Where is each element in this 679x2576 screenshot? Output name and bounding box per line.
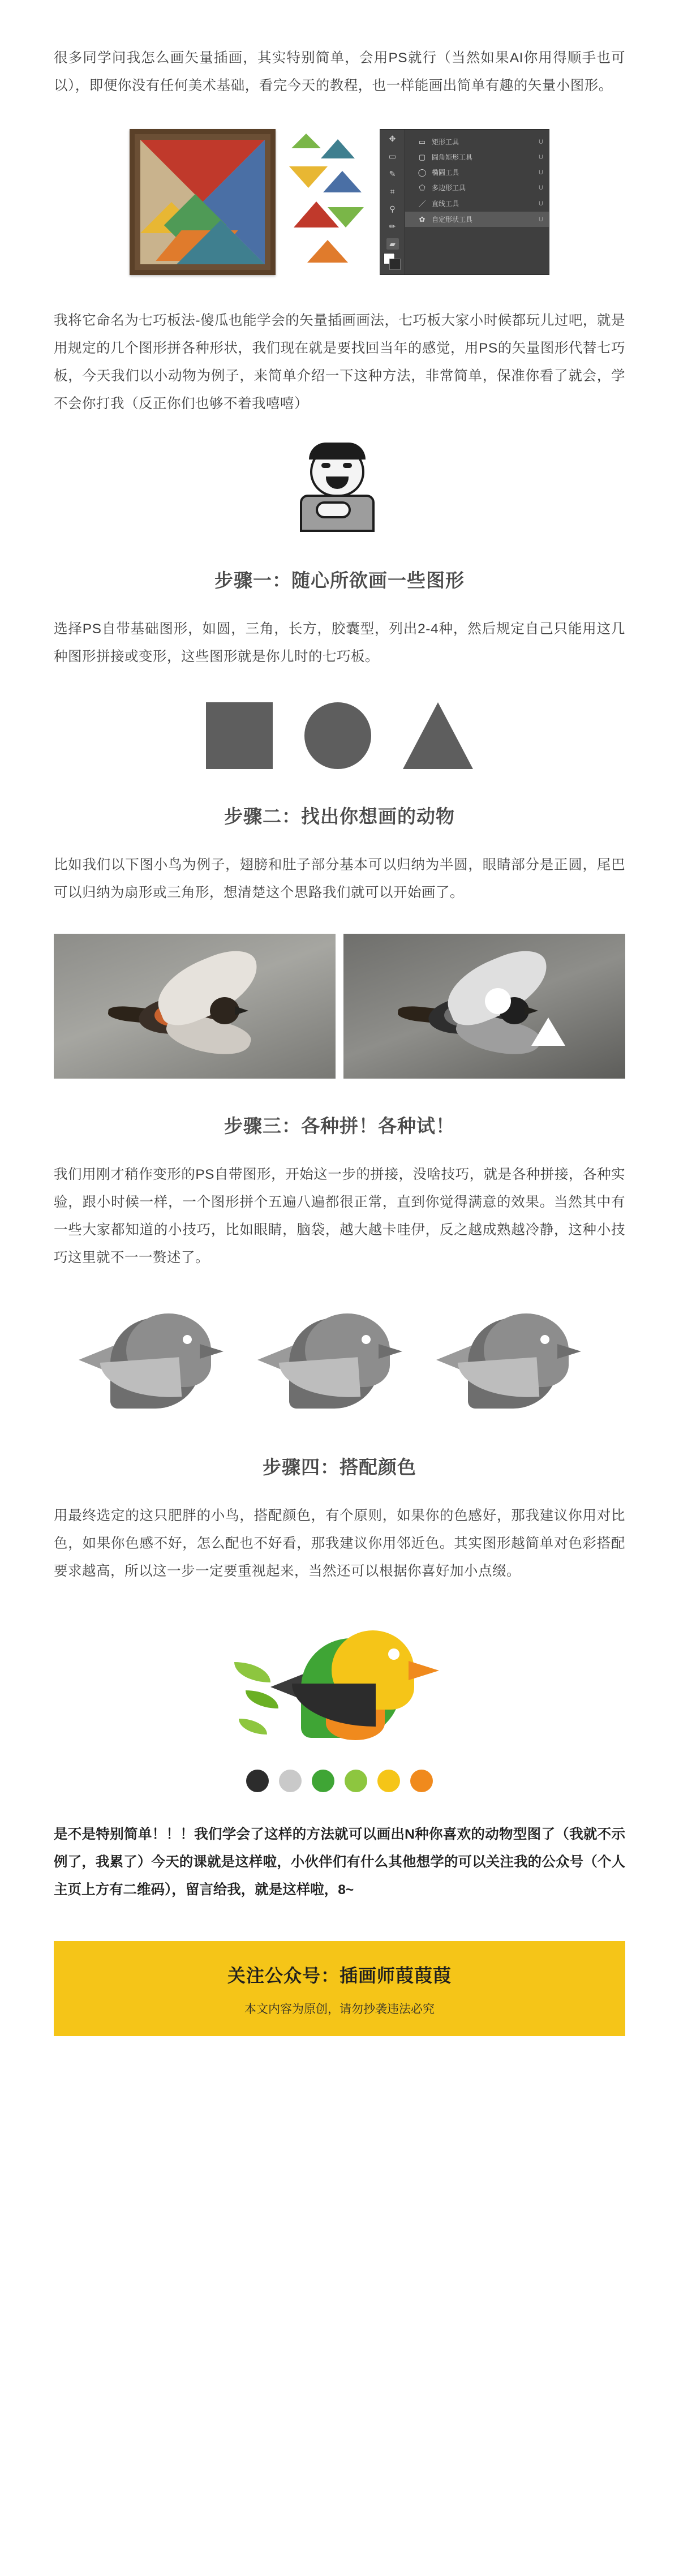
meme-hair <box>309 443 366 460</box>
menu-item-shortcut: U <box>539 200 543 207</box>
vector-triangle-yellow <box>289 166 328 188</box>
rounded-rectangle-icon: ▢ <box>418 152 426 161</box>
menu-item-label: 矩形工具 <box>432 138 459 146</box>
flat-bird-variant-3 <box>436 1301 600 1420</box>
flat-bird-eye <box>183 1335 192 1344</box>
vector-triangle-teal <box>321 139 355 158</box>
menu-item-shortcut: U <box>539 153 543 161</box>
photoshop-shape-tool-panel <box>380 129 549 275</box>
step-4-paragraph: 用最终选定的这只肥胖的小鸟，搭配颜色，有个原则，如果你的色感好，那我建议你用对比色，如果你色感不好，怎么配也不好看，那我建议你用邻近色。其实图形越简单对色彩搭配要求越高，所以这一步一定要重视起来，当然还可以根据你喜好加小点缀。 <box>54 1508 625 1579</box>
step-4-heading: 步骤四：搭配颜色 <box>263 1457 416 1478</box>
vector-triangle-orange <box>307 240 348 263</box>
method-paragraph: 我将它命名为七巧板法-傻瓜也能学会的矢量插画画法，七巧板大家小时候都玩儿过吧，就是用规定的几个图形拼各种形状，我们现在就是要找回当年的感觉，用PS的矢量图形代替七巧板，今天我们以小动物为例子，来简单介绍一下这种方法，非常简单，保准你看了就会，学不会你打我（反正你们也够不着我嘻嘻） <box>54 313 625 411</box>
step-1-heading: 步骤一：随心所欲画一些图形 <box>214 570 465 591</box>
palette-swatch-2 <box>279 1770 302 1792</box>
annotation-triangle-overlay <box>531 1017 565 1046</box>
colored-bird-illustration <box>54 1613 625 1755</box>
vector-triangle-lime <box>328 207 364 227</box>
flat-bird-beak <box>200 1344 224 1359</box>
annotation-circle-overlay <box>485 988 511 1014</box>
tangram-piece-teal-triangle <box>177 220 265 264</box>
eyedropper-tool-icon[interactable]: ⚲ <box>389 204 396 213</box>
polygon-icon: ⬠ <box>419 183 426 192</box>
crop-tool-icon[interactable]: ⌗ <box>390 187 395 196</box>
meme-eye-right <box>343 463 352 468</box>
step-3-heading: 步骤三：各种拼！各种试！ <box>224 1115 455 1136</box>
shape-tool-flyout-menu <box>405 130 549 274</box>
bird-photo-color <box>54 934 336 1079</box>
shape-triangle <box>403 702 473 769</box>
flat-bird-beak <box>557 1344 581 1359</box>
menu-item-label: 圆角矩形工具 <box>432 153 473 161</box>
menu-item-custom-shape-tool[interactable] <box>405 212 549 227</box>
menu-item-polygon-tool[interactable] <box>405 180 549 195</box>
custom-shape-icon: ✿ <box>419 214 426 224</box>
color-palette-row <box>54 1770 625 1792</box>
line-icon: ／ <box>418 200 426 208</box>
tangram-board <box>140 140 265 264</box>
step-2-heading: 步骤二：找出你想画的动物 <box>224 806 455 827</box>
meme-eye-left <box>321 463 330 468</box>
menu-item-shortcut: U <box>539 216 543 223</box>
background-color-swatch[interactable] <box>389 259 401 270</box>
menu-item-rounded-rectangle-tool[interactable] <box>405 149 549 165</box>
rectangle-icon: ▭ <box>418 137 426 146</box>
meme-arm <box>316 501 351 518</box>
leaf-bottom <box>239 1719 267 1734</box>
palette-swatch-1 <box>246 1770 269 1792</box>
photoshop-toolbar <box>380 130 405 274</box>
palette-swatch-4 <box>345 1770 367 1792</box>
ellipse-icon: ◯ <box>418 168 427 177</box>
vector-triangle-green <box>291 134 321 148</box>
shape-tool-icon[interactable]: ▰ <box>386 238 399 250</box>
vector-triangle-blue <box>323 171 362 192</box>
intro-paragraph: 很多同学问我怎么画矢量插画，其实特别简单，会用PS就行（当然如果AI你用得顺手也可以），即便你没有任何美术基础，看完今天的教程，也一样能画出简单有趣的矢量小图形。 <box>54 50 625 93</box>
colored-bird <box>226 1613 453 1755</box>
menu-item-rectangle-tool[interactable] <box>405 134 549 149</box>
bird-photo-row <box>54 934 625 1079</box>
color-swatches[interactable] <box>384 253 401 270</box>
tangram-and-ps-illustration <box>54 129 625 275</box>
move-tool-icon[interactable]: ✥ <box>389 134 396 143</box>
step-3-paragraph: 我们用刚才稍作变形的PS自带图形，开始这一步的拼接，没啥技巧，就是各种拼接，各种实验，跟小时候一样，一个图形拼个五遍八遍都很正常，直到你觉得满意的效果。当然其中有一些大家都知道的小技巧，比如眼睛，脑袋，越大越卡哇伊，反之越成熟越冷静，这种小技巧这里就不一一赘述了。 <box>54 1167 625 1265</box>
vector-shapes-scatter <box>286 129 369 275</box>
shape-circle <box>304 702 371 769</box>
flat-bird-variations <box>54 1301 625 1420</box>
menu-item-ellipse-tool[interactable] <box>405 165 549 180</box>
palette-swatch-5 <box>377 1770 400 1792</box>
follow-banner-title: 关注公众号：插画师葭葭葭 <box>227 1965 452 1986</box>
menu-item-label: 多边形工具 <box>432 184 466 192</box>
bird-beak <box>525 1006 538 1015</box>
menu-item-shortcut: U <box>539 138 543 145</box>
tangram-photo <box>130 129 276 275</box>
colored-bird-eye <box>388 1648 399 1660</box>
flat-bird-variant-1 <box>79 1301 243 1420</box>
flat-bird-beak <box>379 1344 402 1359</box>
leaf-top <box>234 1662 270 1682</box>
marquee-tool-icon[interactable]: ▭ <box>388 152 397 161</box>
step-2-paragraph: 比如我们以下图小鸟为例子，翅膀和肚子部分基本可以归纳为半圆，眼睛部分是正圆，尾巴可以归纳为扇形或三角形，想清楚这个思路我们就可以开始画了。 <box>54 857 625 900</box>
meme-figure <box>291 443 388 533</box>
menu-item-label: 直线工具 <box>432 200 459 208</box>
flat-bird-eye <box>540 1335 549 1344</box>
menu-item-shortcut: U <box>539 184 543 191</box>
meme-illustration <box>54 443 625 533</box>
bird-photo-annotated <box>343 934 625 1079</box>
menu-item-line-tool[interactable] <box>405 195 549 212</box>
palette-swatch-6 <box>410 1770 433 1792</box>
basic-shapes-illustration <box>54 702 625 769</box>
follow-banner[interactable] <box>54 1941 625 2036</box>
flat-bird-eye <box>362 1335 371 1344</box>
article-content <box>54 0 625 1904</box>
lasso-tool-icon[interactable]: ✎ <box>389 169 396 178</box>
palette-swatch-3 <box>312 1770 334 1792</box>
brush-tool-icon[interactable]: ✏ <box>389 222 396 231</box>
flat-bird-variant-2 <box>257 1301 422 1420</box>
colored-bird-beak <box>409 1661 439 1680</box>
closing-paragraph: 是不是特别简单！！！我们学会了这样的方法就可以画出N种你喜欢的动物型图了（我就不示例了，我累了）今天的课就是这样啦，小伙伴们有什么其他想学的可以关注我的公众号（个人主页上方有二维码），留言给我，就是这样啦，8~ <box>54 1827 625 1897</box>
follow-banner-subtitle: 本文内容为原创，请勿抄袭违法必究 <box>244 2003 435 2016</box>
bird-beak <box>235 1006 248 1015</box>
menu-item-label: 自定形状工具 <box>432 216 473 224</box>
menu-item-label: 椭圆工具 <box>432 169 459 177</box>
shape-square <box>206 702 273 769</box>
menu-item-shortcut: U <box>539 169 543 176</box>
step-1-paragraph: 选择PS自带基础图形，如圆，三角，长方，胶囊型，列出2-4种，然后规定自己只能用这几种图形拼接或变形，这些图形就是你儿时的七巧板。 <box>54 621 625 664</box>
